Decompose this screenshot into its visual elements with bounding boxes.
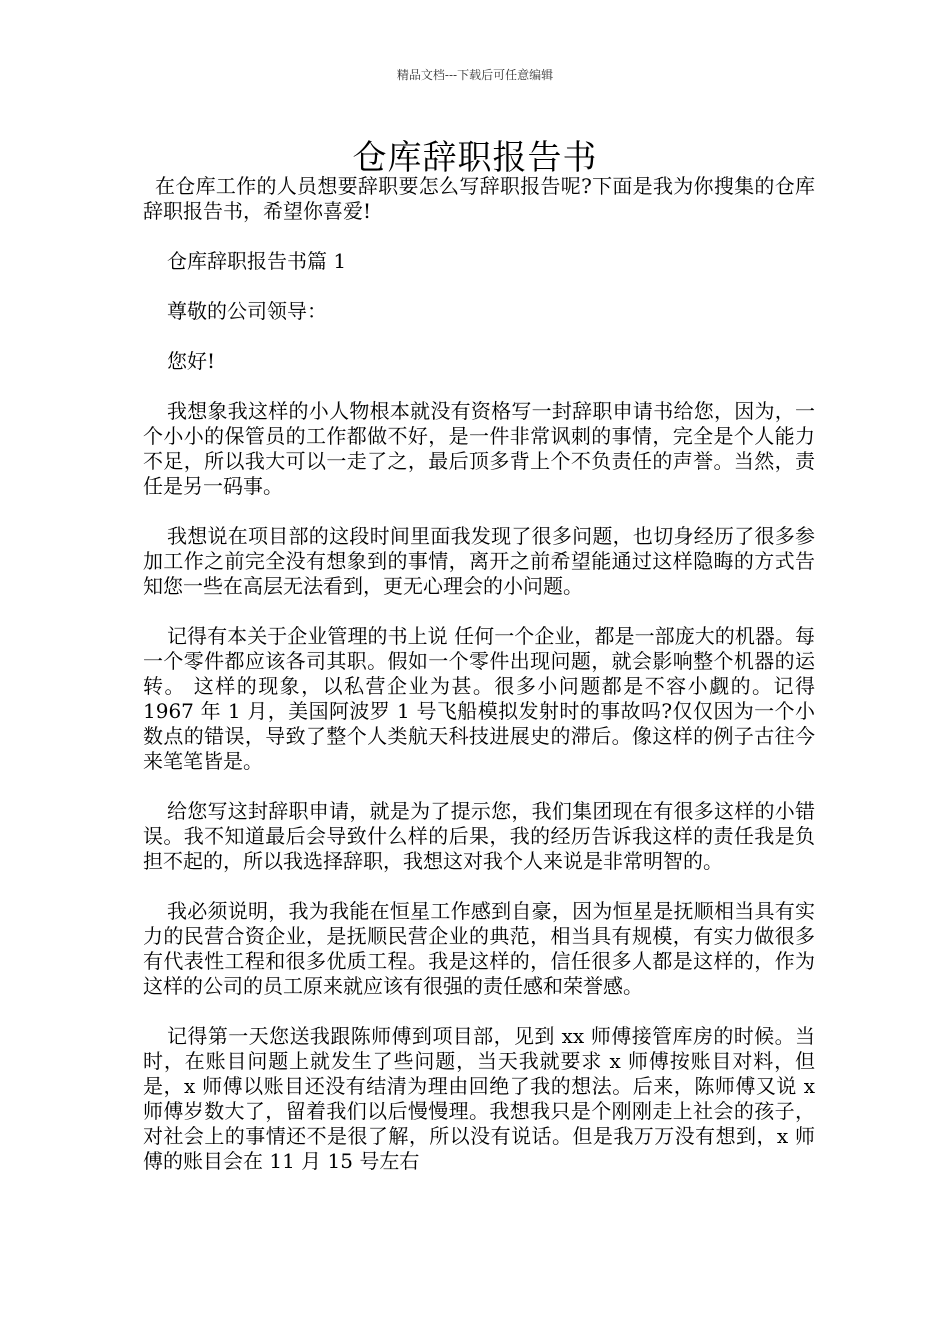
greeting: 您好! <box>167 349 216 373</box>
intro-paragraph: 在仓库工作的人员想要辞职要怎么写辞职报告呢?下面是我为你搜集的仓库辞职报告书，希望你喜爱! <box>143 174 815 223</box>
body-paragraph: 给您写这封辞职申请，就是为了提示您，我们集团现在有很多这样的小错误。我不知道最后会导致什么样的后果，我的经历告诉我这样的责任我是负担不起的，所以我选择辞职，我想这对我个人来说是非常明智的。 <box>143 799 815 873</box>
document-title: 仓库辞职报告书 <box>352 138 598 178</box>
body-paragraph: 我想说在项目部的这段时间里面我发现了很多问题，也切身经历了很多参加工作之前完全没有想象到的事情，离开之前希望能通过这样隐晦的方式告知您一些在高层无法看到，更无心理会的小问题。 <box>143 524 815 598</box>
body-paragraph: 记得第一天您送我跟陈师傅到项目部，见到 xx 师傅接管库房的时候。当时，在账目问题上就发生了些问题，当天我就要求 x 师傅按账目对料，但是，x 师傅以账目还没有结清为理由回绝了我的想法。后来，陈师傅又说 x 师傅岁数大了，留着我们以后慢慢理。我想我只是个刚刚走上社会的孩子，对社会上的事情还不是很了解，所以没有说话。但是我万万没有想到，x 师傅的账目会在 11 月 15 号左右 <box>143 1024 815 1173</box>
salutation: 尊敬的公司领导： <box>167 299 327 323</box>
body-paragraph: 我必须说明，我为我能在恒星工作感到自豪，因为恒星是抚顺相当具有实力的民营合资企业，是抚顺民营企业的典范，相当具有规模，有实力做很多有代表性工程和很多优质工程。我是这样的，信任很多人都是这样的，作为这样的公司的员工原来就应该有很强的责任感和荣誉感。 <box>143 899 815 998</box>
body-paragraph: 记得有本关于企业管理的书上说 任何一个企业，都是一部庞大的机器。每一个零件都应该各司其职。假如一个零件出现问题，就会影响整个机器的运转。 这样的现象，以私营企业为甚。很多小问题都是不容小觑的。记得 1967 年 1 月，美国阿波罗 1 号飞船模拟发射时的事故吗?仅仅因为一个小数点的错误，导致了整个人类航天科技进展史的滞后。像这样的例子古往今来笔笔皆是。 <box>143 624 815 773</box>
section-heading: 仓库辞职报告书篇 1 <box>167 249 347 273</box>
body-paragraph: 我想象我这样的小人物根本就没有资格写一封辞职申请书给您，因为，一个小小的保管员的工作都做不好，是一件非常讽刺的事情，完全是个人能力不足，所以我大可以一走了之，最后顶多背上个不负责任的声誉。当然，责任是另一码事。 <box>143 399 815 498</box>
document-body <box>143 174 815 1174</box>
header-note: 精品文档---下载后可任意编辑 <box>396 68 554 82</box>
